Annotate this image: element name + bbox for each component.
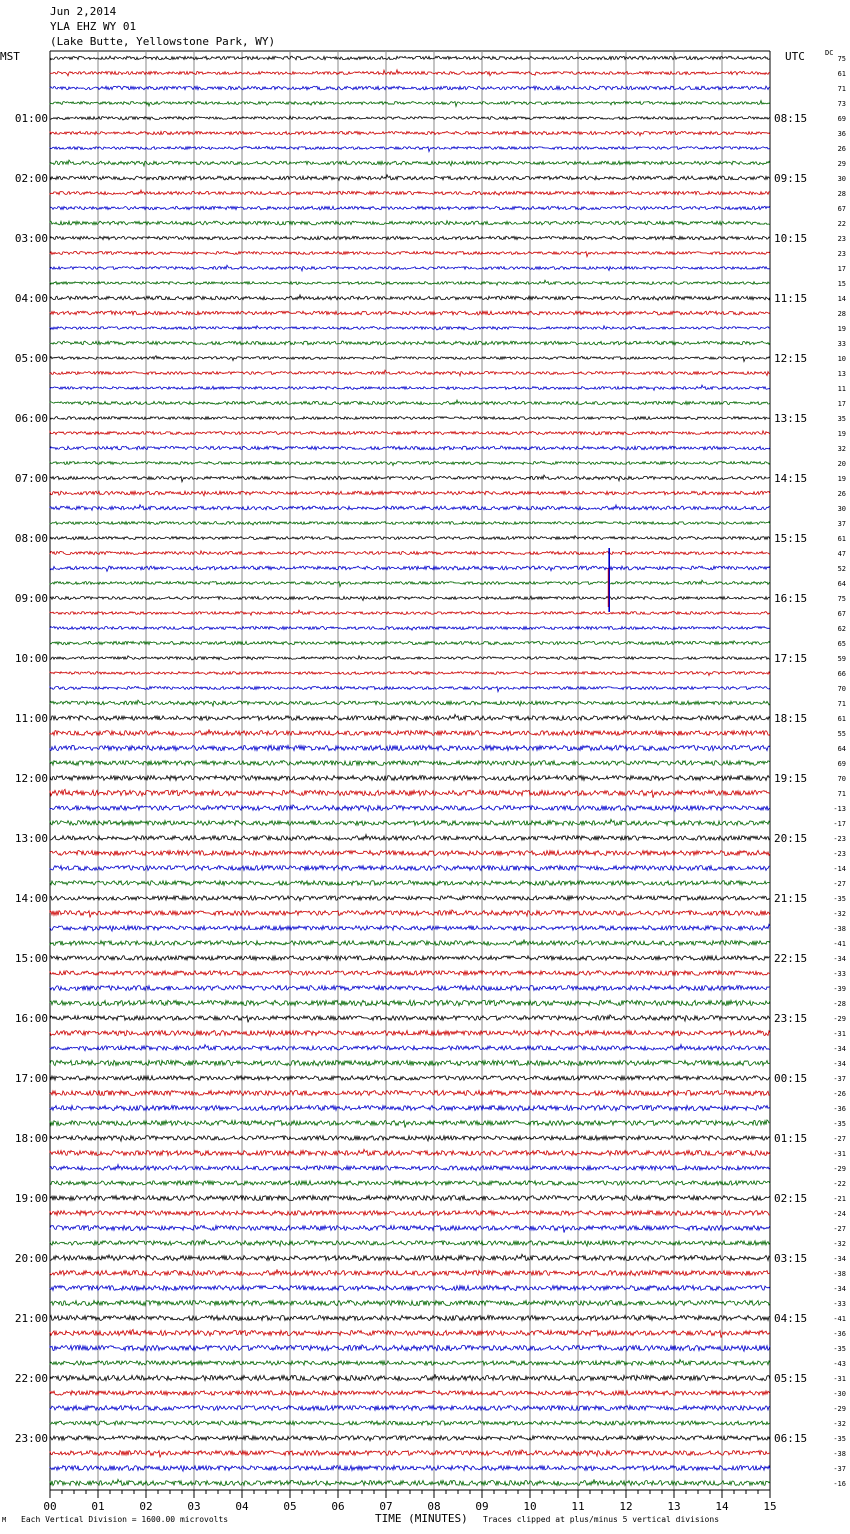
seismic-trace bbox=[50, 1211, 770, 1216]
seismic-trace bbox=[50, 910, 770, 918]
seismic-trace bbox=[50, 1000, 770, 1006]
seismic-trace bbox=[50, 1374, 770, 1380]
dc-offset-value: 69 bbox=[837, 760, 846, 768]
seismic-trace bbox=[50, 1226, 770, 1233]
dc-offset-value: 37 bbox=[837, 520, 846, 528]
right-hour-label: 13:15 bbox=[774, 412, 808, 425]
x-tick-label: 12 bbox=[619, 1500, 633, 1513]
dc-offset-value: -23 bbox=[833, 835, 846, 843]
seismic-trace bbox=[50, 1436, 770, 1441]
seismic-trace bbox=[50, 776, 770, 781]
seismic-trace bbox=[50, 311, 770, 315]
dc-offset-value: 15 bbox=[837, 280, 846, 288]
left-hour-label: 14:00 bbox=[14, 892, 48, 905]
seismic-trace bbox=[50, 881, 770, 886]
dc-offset-value: -35 bbox=[833, 1345, 846, 1353]
dc-offset-value: 52 bbox=[837, 565, 846, 573]
x-tick-label: 09 bbox=[475, 1500, 489, 1513]
dc-offset-value: -41 bbox=[833, 1315, 846, 1323]
right-hour-label: 17:15 bbox=[774, 652, 808, 665]
seismic-trace bbox=[50, 175, 770, 181]
left-hour-label: 10:00 bbox=[14, 652, 48, 665]
seismic-trace bbox=[50, 789, 770, 798]
seismic-trace bbox=[50, 1421, 770, 1425]
right-hour-label: 23:15 bbox=[774, 1012, 808, 1025]
left-hour-label: 03:00 bbox=[14, 232, 48, 245]
x-tick-label: 00 bbox=[43, 1500, 57, 1513]
seismic-trace bbox=[50, 641, 770, 645]
dc-offset-value: 30 bbox=[837, 505, 846, 513]
trace-group bbox=[50, 56, 770, 1485]
seismic-trace bbox=[50, 56, 770, 60]
dc-offset-value: -29 bbox=[833, 1015, 846, 1023]
seismic-trace bbox=[50, 1391, 770, 1396]
dc-offset-value: 67 bbox=[837, 205, 846, 213]
right-hour-label: 03:15 bbox=[774, 1252, 808, 1265]
seismic-trace bbox=[50, 925, 770, 932]
dc-offset-value: 30 bbox=[837, 175, 846, 183]
dc-offset-value: 69 bbox=[837, 115, 846, 123]
seismic-trace bbox=[50, 896, 770, 901]
dc-offset-value: -31 bbox=[833, 1030, 846, 1038]
seismic-trace bbox=[50, 1045, 770, 1051]
x-tick-label: 02 bbox=[139, 1500, 153, 1513]
seismic-trace bbox=[50, 400, 770, 405]
seismic-trace bbox=[50, 146, 770, 151]
seismic-trace bbox=[50, 116, 770, 120]
x-axis-label: TIME (MINUTES) bbox=[375, 1512, 468, 1525]
seismic-trace bbox=[50, 1286, 770, 1291]
dc-offset-value: -17 bbox=[833, 820, 846, 828]
dc-offset-value: 23 bbox=[837, 235, 846, 243]
right-hour-label: 11:15 bbox=[774, 292, 808, 305]
seismic-trace bbox=[50, 446, 770, 450]
dc-offset-value: -37 bbox=[833, 1465, 846, 1473]
left-hour-label: 06:00 bbox=[14, 412, 48, 425]
dc-offset-value: 13 bbox=[837, 370, 846, 378]
seismic-trace bbox=[50, 686, 770, 691]
dc-offset-value: -43 bbox=[833, 1360, 846, 1368]
left-hour-label: 17:00 bbox=[14, 1072, 48, 1085]
dc-offset-value: -34 bbox=[833, 955, 846, 963]
seismic-trace bbox=[50, 505, 770, 511]
dc-offset-value: -31 bbox=[833, 1150, 846, 1158]
x-tick-label: 01 bbox=[91, 1500, 105, 1513]
right-hour-label: 02:15 bbox=[774, 1192, 808, 1205]
left-hour-label: 01:00 bbox=[14, 112, 48, 125]
seismic-trace bbox=[50, 86, 770, 90]
seismic-trace bbox=[50, 131, 770, 135]
seismic-trace bbox=[50, 851, 770, 856]
seismic-trace bbox=[50, 1106, 770, 1111]
seismic-trace bbox=[50, 1330, 770, 1338]
dc-offset-value: -27 bbox=[833, 1225, 846, 1233]
seismic-trace bbox=[50, 1300, 770, 1305]
right-hour-label: 09:15 bbox=[774, 172, 808, 185]
dc-offset-value: -29 bbox=[833, 1405, 846, 1413]
seismic-trace bbox=[50, 1136, 770, 1141]
seismic-trace bbox=[50, 866, 770, 871]
dc-offset-value: 71 bbox=[837, 85, 846, 93]
dc-offset-value: -36 bbox=[833, 1105, 846, 1113]
seismic-trace bbox=[50, 580, 770, 586]
dc-offset-value: -34 bbox=[833, 1255, 846, 1263]
dc-offset-value: -34 bbox=[833, 1060, 846, 1068]
seismic-trace bbox=[50, 326, 770, 330]
left-hour-label: 09:00 bbox=[14, 592, 48, 605]
x-tick-label: 08 bbox=[427, 1500, 441, 1513]
seismic-trace bbox=[50, 417, 770, 420]
right-hour-label: 04:15 bbox=[774, 1312, 808, 1325]
seismic-trace bbox=[50, 940, 770, 946]
seismic-trace bbox=[50, 1149, 770, 1155]
seismic-trace bbox=[50, 1165, 770, 1171]
seismic-trace bbox=[50, 1015, 770, 1023]
right-timezone-heading: UTC bbox=[785, 50, 805, 63]
left-hour-label: 19:00 bbox=[14, 1192, 48, 1205]
left-hour-label: 15:00 bbox=[14, 952, 48, 965]
right-hour-label: 12:15 bbox=[774, 352, 808, 365]
dc-offset-value: -33 bbox=[833, 970, 846, 978]
right-hour-label: 16:15 bbox=[774, 592, 808, 605]
dc-offset-value: 26 bbox=[837, 145, 846, 153]
dc-offset-value: 26 bbox=[837, 490, 846, 498]
left-hour-label: 18:00 bbox=[14, 1132, 48, 1145]
seismic-trace bbox=[50, 431, 770, 435]
seismic-trace bbox=[50, 956, 770, 961]
seismic-trace bbox=[50, 700, 770, 706]
seismic-trace bbox=[50, 491, 770, 496]
right-hour-label: 01:15 bbox=[774, 1132, 808, 1145]
dc-offset-value: -30 bbox=[833, 1390, 846, 1398]
x-tick-label: 15 bbox=[763, 1500, 777, 1513]
dc-offset-value: -28 bbox=[833, 1000, 846, 1008]
dc-offset-value: 70 bbox=[837, 685, 846, 693]
dc-offset-value: -32 bbox=[833, 910, 846, 918]
right-hour-labels bbox=[774, 112, 807, 1445]
seismic-trace bbox=[50, 221, 770, 225]
right-hour-label: 20:15 bbox=[774, 832, 808, 845]
dc-offset-value: 62 bbox=[837, 625, 846, 633]
title-location: (Lake Butte, Yellowstone Park, WY) bbox=[50, 35, 276, 48]
dc-offset-value: 20 bbox=[837, 460, 846, 468]
right-hour-label: 10:15 bbox=[774, 232, 808, 245]
dc-offset-value: 29 bbox=[837, 160, 846, 168]
vertical-scale-note: Each Vertical Division = 1600.00 microvolts bbox=[21, 1515, 229, 1524]
seismic-trace bbox=[50, 819, 770, 825]
dc-offset-value: 67 bbox=[837, 610, 846, 618]
left-hour-label: 11:00 bbox=[14, 712, 48, 725]
seismic-trace bbox=[50, 1196, 770, 1201]
dc-offset-value: 19 bbox=[837, 325, 846, 333]
seismic-trace bbox=[50, 1269, 770, 1275]
right-hour-label: 14:15 bbox=[774, 472, 808, 485]
clipping-note: Traces clipped at plus/minus 5 vertical divisions bbox=[483, 1515, 720, 1524]
right-hour-label: 06:15 bbox=[774, 1432, 808, 1445]
dc-offset-value: 36 bbox=[837, 130, 846, 138]
seismic-trace bbox=[50, 1031, 770, 1037]
dc-offset-value: 23 bbox=[837, 250, 846, 258]
dc-offset-value: 64 bbox=[837, 580, 846, 588]
dc-offset-value: 61 bbox=[837, 535, 846, 543]
left-hour-label: 08:00 bbox=[14, 532, 48, 545]
dc-offset-value: 28 bbox=[837, 190, 846, 198]
dc-offset-value: 19 bbox=[837, 475, 846, 483]
x-tick-label: 11 bbox=[571, 1500, 585, 1513]
right-hour-label: 15:15 bbox=[774, 532, 808, 545]
seismic-trace bbox=[50, 761, 770, 766]
seismic-trace bbox=[50, 1060, 770, 1066]
left-hour-label: 07:00 bbox=[14, 472, 48, 485]
dc-offset-value: -38 bbox=[833, 1450, 846, 1458]
seismic-trace bbox=[50, 280, 770, 285]
left-hour-label: 16:00 bbox=[14, 1012, 48, 1025]
seismic-trace bbox=[50, 729, 770, 735]
seismic-trace bbox=[50, 745, 770, 750]
left-hour-labels bbox=[15, 112, 48, 1445]
dc-offset-value: -36 bbox=[833, 1330, 846, 1338]
right-hour-label: 19:15 bbox=[774, 772, 808, 785]
left-hour-label: 05:00 bbox=[14, 352, 48, 365]
dc-offset-value: 59 bbox=[837, 655, 846, 663]
x-tick-label: 04 bbox=[235, 1500, 249, 1513]
dc-offset-value: 61 bbox=[837, 70, 846, 78]
dc-offset-value: -29 bbox=[833, 1165, 846, 1173]
dc-offset-value: -24 bbox=[833, 1210, 846, 1218]
left-hour-label: 23:00 bbox=[14, 1432, 48, 1445]
dc-offset-value: 10 bbox=[837, 355, 846, 363]
seismic-trace bbox=[50, 566, 770, 571]
seismic-trace bbox=[50, 265, 770, 271]
seismic-trace bbox=[50, 835, 770, 841]
dc-offset-labels bbox=[833, 55, 846, 1488]
title-date: Jun 2,2014 bbox=[50, 5, 117, 18]
dc-offset-value: 35 bbox=[837, 415, 846, 423]
dc-offset-value: -32 bbox=[833, 1420, 846, 1428]
title-station: YLA EHZ WY 01 bbox=[50, 20, 137, 33]
dc-offset-value: 64 bbox=[837, 745, 846, 753]
x-tick-label: 10 bbox=[523, 1500, 537, 1513]
dc-offset-value: 70 bbox=[837, 775, 846, 783]
dc-offset-value: -38 bbox=[833, 925, 846, 933]
seismic-trace bbox=[50, 1240, 770, 1246]
left-timezone-heading: MST bbox=[0, 50, 20, 63]
dc-offset-value: -14 bbox=[833, 865, 846, 873]
seismic-trace bbox=[50, 295, 770, 300]
seismic-trace bbox=[50, 551, 770, 555]
event-group bbox=[608, 548, 609, 612]
dc-offset-value: -41 bbox=[833, 940, 846, 948]
seismic-trace bbox=[50, 160, 770, 166]
seismic-trace bbox=[50, 206, 770, 210]
x-tick-label: 14 bbox=[715, 1500, 729, 1513]
seismic-trace bbox=[50, 805, 770, 811]
seismic-trace bbox=[50, 370, 770, 376]
dc-offset-value: -37 bbox=[833, 1075, 846, 1083]
dc-offset-value: 61 bbox=[837, 715, 846, 723]
dc-offset-value: -22 bbox=[833, 1180, 846, 1188]
seismic-trace bbox=[50, 1090, 770, 1095]
seismic-trace bbox=[50, 101, 770, 107]
dc-offset-value: -33 bbox=[833, 1300, 846, 1308]
seismic-trace bbox=[50, 656, 770, 660]
seismic-trace bbox=[50, 356, 770, 362]
dc-offset-value: 66 bbox=[837, 670, 846, 678]
seismic-trace bbox=[50, 1120, 770, 1128]
seismic-trace bbox=[50, 385, 770, 390]
seismic-trace bbox=[50, 1076, 770, 1081]
dc-offset-value: -38 bbox=[833, 1270, 846, 1278]
left-hour-label: 13:00 bbox=[14, 832, 48, 845]
dc-offset-value: -27 bbox=[833, 880, 846, 888]
dc-offset-value: 33 bbox=[837, 340, 846, 348]
dc-offset-heading: DC bbox=[825, 49, 834, 57]
left-hour-label: 21:00 bbox=[14, 1312, 48, 1325]
dc-offset-value: 14 bbox=[837, 295, 846, 303]
dc-offset-value: 71 bbox=[837, 700, 846, 708]
seismic-trace bbox=[50, 522, 770, 525]
x-tick-label: 07 bbox=[379, 1500, 393, 1513]
dc-offset-value: -34 bbox=[833, 1045, 846, 1053]
seismic-trace bbox=[50, 1450, 770, 1458]
seismic-trace bbox=[50, 461, 770, 465]
dc-offset-value: 19 bbox=[837, 430, 846, 438]
dc-offset-value: 17 bbox=[837, 265, 846, 273]
x-tick-label: 06 bbox=[331, 1500, 345, 1513]
dc-offset-value: -35 bbox=[833, 895, 846, 903]
dc-offset-value: 65 bbox=[837, 640, 846, 648]
dc-offset-value: -13 bbox=[833, 805, 846, 813]
seismic-trace bbox=[50, 971, 770, 976]
dc-offset-value: 75 bbox=[837, 55, 846, 63]
left-hour-label: 12:00 bbox=[14, 772, 48, 785]
seismic-trace bbox=[50, 596, 770, 600]
seismic-trace bbox=[50, 70, 770, 76]
dc-offset-value: 32 bbox=[837, 445, 846, 453]
seismic-trace bbox=[50, 715, 770, 721]
dc-offset-value: -27 bbox=[833, 1135, 846, 1143]
dc-offset-value: -39 bbox=[833, 985, 846, 993]
dc-offset-value: -23 bbox=[833, 850, 846, 858]
dc-offset-value: -34 bbox=[833, 1285, 846, 1293]
dc-offset-value: 55 bbox=[837, 730, 846, 738]
x-tick-label: 05 bbox=[283, 1500, 297, 1513]
dc-offset-value: 11 bbox=[837, 385, 846, 393]
seismic-trace bbox=[50, 1316, 770, 1321]
seismic-trace bbox=[50, 1345, 770, 1352]
dc-offset-value: 75 bbox=[837, 595, 846, 603]
x-tick-label: 03 bbox=[187, 1500, 201, 1513]
seismic-trace bbox=[50, 672, 770, 676]
dc-offset-value: -32 bbox=[833, 1240, 846, 1248]
dc-offset-value: 71 bbox=[837, 790, 846, 798]
seismic-trace bbox=[50, 1466, 770, 1472]
seismic-trace bbox=[50, 475, 770, 482]
right-hour-label: 18:15 bbox=[774, 712, 808, 725]
dc-offset-value: -35 bbox=[833, 1120, 846, 1128]
dc-offset-value: 17 bbox=[837, 400, 846, 408]
seismic-trace bbox=[50, 1254, 770, 1260]
dc-offset-value: -16 bbox=[833, 1480, 846, 1488]
dc-offset-value: -35 bbox=[833, 1435, 846, 1443]
left-hour-label: 02:00 bbox=[14, 172, 48, 185]
right-hour-label: 08:15 bbox=[774, 112, 808, 125]
seismic-trace bbox=[50, 610, 770, 615]
seismic-trace bbox=[50, 986, 770, 991]
dc-offset-value: 47 bbox=[837, 550, 846, 558]
seismic-trace bbox=[50, 1406, 770, 1411]
right-hour-label: 00:15 bbox=[774, 1072, 808, 1085]
right-hour-label: 22:15 bbox=[774, 952, 808, 965]
left-hour-label: 20:00 bbox=[14, 1252, 48, 1265]
right-hour-label: 21:15 bbox=[774, 892, 808, 905]
left-hour-label: 22:00 bbox=[14, 1372, 48, 1385]
seismic-trace bbox=[50, 190, 770, 195]
seismic-trace bbox=[50, 236, 770, 239]
dc-offset-value: 28 bbox=[837, 310, 846, 318]
seismic-trace bbox=[50, 341, 770, 345]
seismic-trace bbox=[50, 1181, 770, 1186]
seismic-trace bbox=[50, 627, 770, 631]
seismic-trace bbox=[50, 1479, 770, 1485]
dc-offset-value: -21 bbox=[833, 1195, 846, 1203]
dc-offset-value: 73 bbox=[837, 100, 846, 108]
footer-mark: M bbox=[2, 1516, 7, 1524]
seismic-trace bbox=[50, 536, 770, 540]
x-axis bbox=[43, 1490, 776, 1513]
right-hour-label: 05:15 bbox=[774, 1372, 808, 1385]
seismic-trace bbox=[50, 251, 770, 256]
dc-offset-value: 22 bbox=[837, 220, 846, 228]
left-hour-label: 04:00 bbox=[14, 292, 48, 305]
x-tick-label: 13 bbox=[667, 1500, 681, 1513]
dc-offset-value: -26 bbox=[833, 1090, 846, 1098]
dc-offset-value: -31 bbox=[833, 1375, 846, 1383]
seismic-trace bbox=[50, 1360, 770, 1366]
